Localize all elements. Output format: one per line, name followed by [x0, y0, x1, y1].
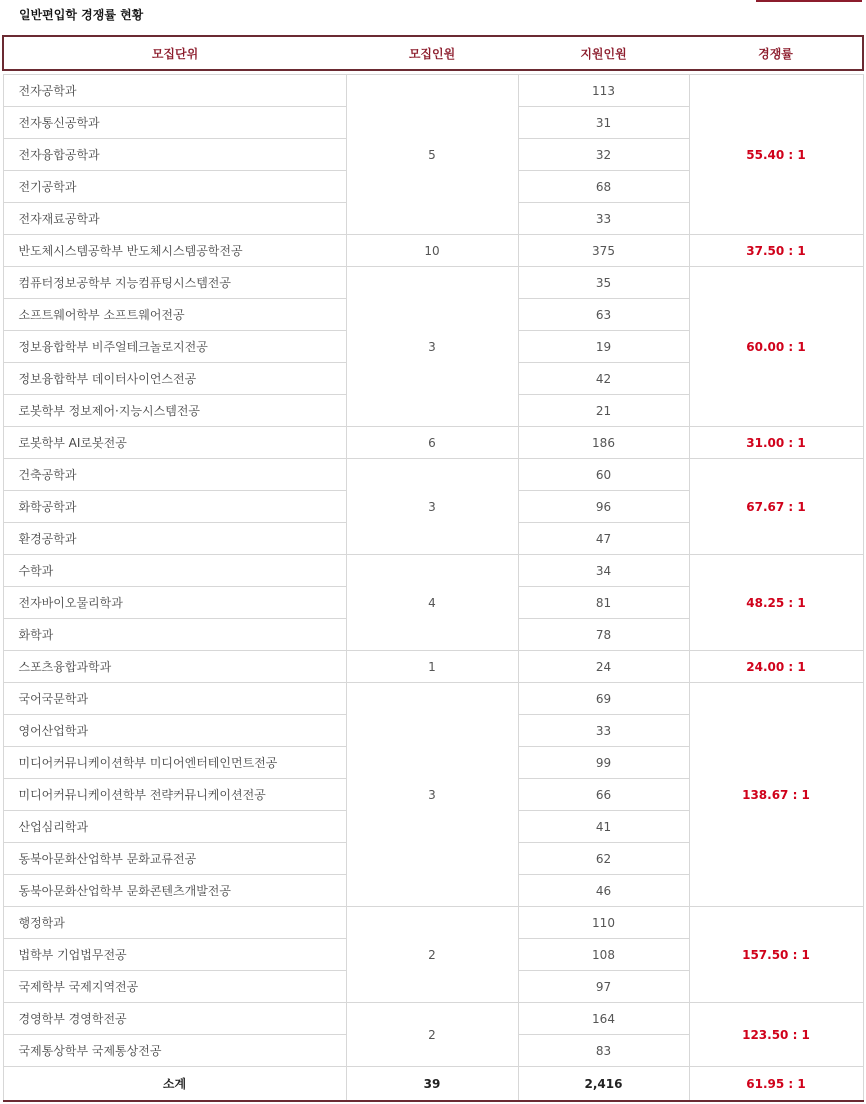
unit-name-cell: 전자공학과 — [3, 75, 346, 107]
table-body — [3, 70, 863, 1101]
applicants-cell: 35 — [518, 267, 689, 299]
unit-name-cell: 국제통상학부 국제통상전공 — [3, 1035, 346, 1067]
header-quota: 모집인원 — [346, 36, 518, 70]
applicants-cell: 21 — [518, 395, 689, 427]
unit-name-cell: 미디어커뮤니케이션학부 미디어엔터테인먼트전공 — [3, 747, 346, 779]
applicants-cell: 33 — [518, 203, 689, 235]
unit-name-cell: 화학공학과 — [3, 491, 346, 523]
unit-name-cell: 행정학과 — [3, 907, 346, 939]
applicants-cell: 66 — [518, 779, 689, 811]
total-row — [3, 1067, 863, 1102]
table-row — [3, 555, 863, 587]
applicants-cell: 69 — [518, 683, 689, 715]
applicants-cell: 186 — [518, 427, 689, 459]
applicants-cell: 31 — [518, 107, 689, 139]
ratio-cell: 67.67 : 1 — [689, 459, 863, 555]
applicants-cell: 99 — [518, 747, 689, 779]
applicants-cell: 78 — [518, 619, 689, 651]
unit-name-cell: 화학과 — [3, 619, 346, 651]
page-title: 일반편입학 경쟁률 현황 — [19, 8, 144, 22]
unit-name-cell: 소프트웨어학부 소프트웨어전공 — [3, 299, 346, 331]
total-quota-cell: 39 — [346, 1067, 518, 1102]
unit-name-cell: 국어국문학과 — [3, 683, 346, 715]
unit-name-cell: 정보융합학부 데이터사이언스전공 — [3, 363, 346, 395]
applicants-cell: 63 — [518, 299, 689, 331]
applicants-cell: 375 — [518, 235, 689, 267]
applicants-cell: 47 — [518, 523, 689, 555]
unit-name-cell: 로봇학부 AI로봇전공 — [3, 427, 346, 459]
table-row — [3, 651, 863, 683]
quota-cell: 2 — [346, 1003, 518, 1067]
unit-name-cell: 환경공학과 — [3, 523, 346, 555]
unit-name-cell: 건축공학과 — [3, 459, 346, 491]
applicants-cell: 60 — [518, 459, 689, 491]
competition-table-container — [2, 35, 862, 1102]
ratio-cell: 157.50 : 1 — [689, 907, 863, 1003]
quota-cell: 4 — [346, 555, 518, 651]
unit-name-cell: 전자융합공학과 — [3, 139, 346, 171]
ratio-cell: 37.50 : 1 — [689, 235, 863, 267]
top-accent-line — [756, 0, 862, 2]
applicants-cell: 34 — [518, 555, 689, 587]
quota-cell: 5 — [346, 75, 518, 235]
unit-name-cell: 동북아문화산업학부 문화교류전공 — [3, 843, 346, 875]
applicants-cell: 68 — [518, 171, 689, 203]
applicants-cell: 97 — [518, 971, 689, 1003]
applicants-cell: 108 — [518, 939, 689, 971]
total-label-cell: 소계 — [3, 1067, 346, 1102]
applicants-cell: 46 — [518, 875, 689, 907]
header-applicants: 지원인원 — [518, 36, 689, 70]
quota-cell: 1 — [346, 651, 518, 683]
applicants-cell: 83 — [518, 1035, 689, 1067]
applicants-cell: 33 — [518, 715, 689, 747]
table-row — [3, 907, 863, 939]
unit-name-cell: 국제학부 국제지역전공 — [3, 971, 346, 1003]
header-unit: 모집단위 — [3, 36, 346, 70]
quota-cell: 3 — [346, 267, 518, 427]
table-header — [3, 36, 863, 70]
table-row — [3, 459, 863, 491]
unit-name-cell: 동북아문화산업학부 문화콘텐츠개발전공 — [3, 875, 346, 907]
applicants-cell: 32 — [518, 139, 689, 171]
applicants-cell: 19 — [518, 331, 689, 363]
ratio-cell: 55.40 : 1 — [689, 75, 863, 235]
ratio-cell: 138.67 : 1 — [689, 683, 863, 907]
applicants-cell: 110 — [518, 907, 689, 939]
unit-name-cell: 전기공학과 — [3, 171, 346, 203]
unit-name-cell: 컴퓨터정보공학부 지능컴퓨팅시스템전공 — [3, 267, 346, 299]
unit-name-cell: 전자재료공학과 — [3, 203, 346, 235]
ratio-cell: 123.50 : 1 — [689, 1003, 863, 1067]
applicants-cell: 62 — [518, 843, 689, 875]
unit-name-cell: 법학부 기업법무전공 — [3, 939, 346, 971]
header-ratio: 경쟁률 — [689, 36, 863, 70]
ratio-cell: 24.00 : 1 — [689, 651, 863, 683]
ratio-cell: 60.00 : 1 — [689, 267, 863, 427]
ratio-cell: 48.25 : 1 — [689, 555, 863, 651]
applicants-cell: 42 — [518, 363, 689, 395]
applicants-cell: 96 — [518, 491, 689, 523]
table-row — [3, 1003, 863, 1035]
unit-name-cell: 로봇학부 정보제어·지능시스템전공 — [3, 395, 346, 427]
applicants-cell: 41 — [518, 811, 689, 843]
quota-cell: 3 — [346, 683, 518, 907]
unit-name-cell: 산업심리학과 — [3, 811, 346, 843]
unit-name-cell: 정보융합학부 비주얼테크놀로지전공 — [3, 331, 346, 363]
applicants-cell: 81 — [518, 587, 689, 619]
quota-cell: 10 — [346, 235, 518, 267]
applicants-cell: 113 — [518, 75, 689, 107]
table-row — [3, 75, 863, 107]
unit-name-cell: 전자바이오물리학과 — [3, 587, 346, 619]
applicants-cell: 164 — [518, 1003, 689, 1035]
table-row — [3, 427, 863, 459]
ratio-cell: 31.00 : 1 — [689, 427, 863, 459]
table-row — [3, 267, 863, 299]
total-ratio-cell: 61.95 : 1 — [689, 1067, 863, 1102]
table-row — [3, 683, 863, 715]
total-applicants-cell: 2,416 — [518, 1067, 689, 1102]
quota-cell: 2 — [346, 907, 518, 1003]
quota-cell: 6 — [346, 427, 518, 459]
unit-name-cell: 수학과 — [3, 555, 346, 587]
unit-name-cell: 영어산업학과 — [3, 715, 346, 747]
table-row — [3, 235, 863, 267]
applicants-cell: 24 — [518, 651, 689, 683]
unit-name-cell: 미디어커뮤니케이션학부 전략커뮤니케이션전공 — [3, 779, 346, 811]
quota-cell: 3 — [346, 459, 518, 555]
unit-name-cell: 경영학부 경영학전공 — [3, 1003, 346, 1035]
unit-name-cell: 스포츠융합과학과 — [3, 651, 346, 683]
unit-name-cell: 반도체시스템공학부 반도체시스템공학전공 — [3, 235, 346, 267]
unit-name-cell: 전자통신공학과 — [3, 107, 346, 139]
competition-table — [2, 35, 864, 1102]
